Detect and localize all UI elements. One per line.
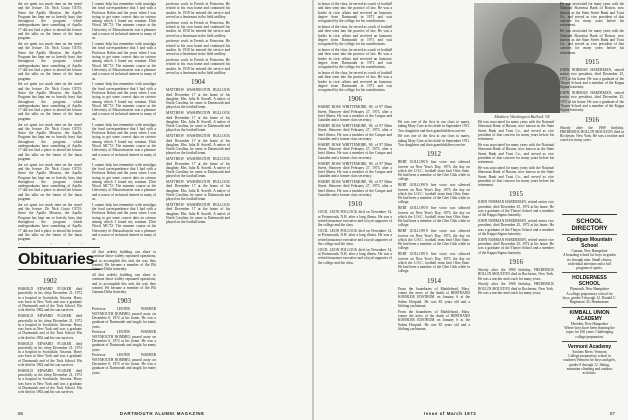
obituary-text: MATTHEW WASHINGTON BULLOCK died December 17 at the home of his daughter, Mrs. Julia R. Sowell. A native of North Carolina, he came to Dartmouth and played on the football team. — [166, 88, 230, 110]
article-text: professor work in French at Princeton. He retired to his own home and continued his studies. In 1918 he entered the service and served as a lieutenant in the field artillery. — [166, 2, 230, 19]
obituary-text: Shortly after the 1969 birthday, FREDERICK ROLLIN MOULTON died in Rochester, New York. He was a teacher and coach for many years. — [478, 282, 554, 295]
class-year-heading: 1902 — [43, 277, 57, 285]
obituary-text: HAROLD EDWARD FLUKER died peacefully in his sleep December 21, 1972 in a hospital in Scottsdale, Arizona. Harry was born in New York and was a graduate of Dartmouth and of the Tuck School. His wife died in 1962 and his son survives. — [18, 287, 82, 313]
obituary-text: MATTHEW WASHINGTON BULLOCK died December 17 at the home of his daughter, Mrs. Julia R. Sowell. A native of North Carolina, he came to Dartmouth and played on the football team. — [166, 180, 230, 202]
left-page — [0, 0, 312, 420]
article-text: I cannot help but remember with nostalgia the fond correspondence that I had with a Professor Robin and the years when I was trying to get some correct data on science among which I found my seminar. Dick Wood, MC'72: The summer course at the University of Massachusetts was a pleasure and a source of technical interest to many of us. — [92, 2, 156, 41]
article-text: in honor of the class, he served as coach of football and then went into the practice of law. He was a leader in civic affairs and received an honorary degree from Dartmouth in 1971 and was recognized by the college for his contributions. — [318, 2, 392, 24]
obituary-text: JOHN NORMAN HARDEMAN, retired senior vice president, died December 25, 1972 at his home. He was a graduate of the Thayer School and a member of the Kappa Sigma fraternity. — [478, 219, 554, 237]
article-text: He was associated for many years with the National Shawmut Bank of Boston, now known as the State Street Bank and Trust Co., and served as vice president of that concern for many years before his retirement. — [560, 2, 624, 28]
school-location: Plymouth, New Hampshire — [569, 287, 610, 292]
obituary-text: JOHN NORMAN HARDEMAN, retired senior vice president, died December 25, 1972 at his home. He was a graduate of the Thayer School and a member of the Kappa Sigma fraternity. — [478, 237, 554, 255]
obituary-text: MATTHEW WASHINGTON BULLOCK died December 17 at the home of his daughter, Mrs. Julia R. Sowell. A native of North Carolina, he came to Dartmouth and played on the football team. — [166, 134, 230, 156]
obituary-text: HAROLD EDWARD FLUKER died peacefully in his sleep December 21, 1972 in a hospital in Scottsdale, Arizona. Harry was born in New York and was a graduate of Dartmouth and of the Tuck School. His wife died in 1962 and his son survives. — [18, 341, 82, 368]
obituary-text: HARRY ROSS WHITTEMORE, 90, of 97 Main Street, Hanover died February 27, 1973, after a brief illness. He was a member of the Casque and Gauntlet and a former class secretary. — [318, 142, 392, 160]
right-column-2 — [398, 2, 470, 408]
directory-entry[interactable] — [562, 307, 617, 341]
class-year-heading: 1915 — [585, 58, 599, 67]
school-description: A college preparatory school for boys, grades 9 through 12. Donald C. Hagerman '45, Headmaster. — [562, 291, 617, 305]
school-location: Canaan, New Hampshire — [571, 249, 608, 253]
article-text: the we spent too much time on the travel and the lecture. Dr. Nick Couto CE'55: Since the Apollo Mission, the Apollo Program has kept me so heavily busy that throughout the program which undergraduates have something of Apollo 17 did not find a place to attend the lecture and the talks on the future of the lunar program. — [18, 162, 82, 202]
obituary-text: HARRY ROSS WHITTEMORE, 90, of 97 Main Street, Hanover died February 27, 1973, after a brief illness. He was a member of the Casque and Gauntlet and a former class secretary. — [318, 161, 392, 179]
article-text: the we spent too much time on the travel and the lecture. Dr. Nick Couto CE'55: Since the Apollo Mission, the Apollo Program has kept me so heavily busy that throughout the program which undergraduates have something of Apollo 17 did not find a place to attend the lecture and the talks on the future of the lunar program. — [18, 122, 82, 161]
directory-entry[interactable] — [562, 272, 617, 306]
photo-caption: Matthew Washington Bullock '04 — [494, 114, 550, 119]
article-text: I cannot help but remember with nostalgia the fond correspondence that I had with a Professor Robin and the years when I was trying to get some correct data on science among which I found my seminar. Dick Wood, MC'72: The summer course at the University of Massachusetts was a pleasure and a source of technical interest to many of us. — [92, 202, 156, 242]
article-text: in honor of the class, he served as coach of football and then went into the practice of law. He was a leader in civic affairs and received an honorary degree from Dartmouth in 1971 and was recognized by the college for his contributions. — [318, 70, 392, 93]
class-year-heading: 1912 — [427, 150, 441, 159]
obituary-text: Shortly after the 1969 birthday, FREDERICK ROLLIN MOULTON died in Rochester, New York. He was a teacher and coach for many years. — [478, 268, 554, 281]
obituaries-rule-top — [18, 247, 100, 248]
left-column-1 — [18, 2, 82, 244]
obituary-text: BERT GOLLOW'S fine voice was silenced forever on New Year's Day, 1973, the day on which the U.S.C. football team beat Ohio State. He had been a member of the Glee Club while in college. — [398, 206, 470, 228]
article-text: He was associated for many years with the National Shawmut Bank of Boston, now known as the State Street Bank and Trust Co., and served as vice president of that concern for many years before his retirement. — [478, 120, 554, 142]
article-text: the we spent too much time on the travel and the lecture. Dr. Nick Couto CE'55: Since the Apollo Mission, the Apollo Program has kept me so heavily busy that throughout the program which undergraduates have something of Apollo 17 did not find a place to attend the lecture and the talks on the future of the lunar program. — [18, 42, 82, 81]
obituary-text: Professor LESTER WARNER WEYMOUTH ROMMEL passed away on December 6, 1972 at his home. He was a graduate of Dartmouth and taught for many years. — [92, 307, 156, 329]
article-text — [18, 243, 82, 244]
obituary-text: all that orderly building can share to continue those widely separated operations, and to accomplish this task the way they wanted. He became a member of the Phi Gamma Delta fraternity. — [92, 250, 156, 272]
obituary-text: BERT GOLLOW'S fine voice was silenced forever on New Year's Day, 1973, the day on which the U.S.C. football team beat Ohio State. He had been a member of the Glee Club while in college. — [398, 183, 470, 205]
article-text: the we spent too much time on the travel and the lecture. Dr. Nick Couto CE'55: Since the Apollo Mission, the Apollo Program has kept me so heavily busy that throughout the program which undergraduates have something of Apollo 17 did not find a place to attend the lecture and the talks on the future of the lunar program. — [18, 2, 82, 41]
school-name: HOLDERNESS SCHOOL — [572, 275, 607, 288]
class-year-heading: 1910 — [348, 200, 362, 209]
obituary-text: CECIL LEON POLLOCK died on November 14, at Portsmouth, N.H. after a long illness. He was a retired insurance executive and a loyal supporter of the college and the class. — [318, 210, 392, 228]
right-column-3 — [478, 2, 554, 408]
obituary-text: JOHN NORMAN HARDEMAN, retired senior vice president, died December 25, 1972 at his home. He was a graduate of the Thayer School and a member of the Kappa Sigma fraternity. — [560, 91, 624, 113]
article-text: He was associated for many years with the National Shawmut Bank of Boston, now known as the State Street Bank and Trust Co., and served as vice president of that concern for many years before his retirement. — [478, 142, 554, 165]
class-year-heading: 1916 — [509, 258, 523, 267]
obituary-text: HARRY ROSS WHITTEMORE, 90, of 97 Main Street, Hanover died February 27, 1973, after a brief illness. He was a member of the Casque and Gauntlet and a former class secretary. — [318, 180, 392, 198]
school-location: Meriden, New Hampshire — [570, 321, 609, 326]
obituary-text: MATTHEW WASHINGTON BULLOCK died December 17 at the home of his daughter, Mrs. Julia R. Sowell. A native of North Carolina, he came to Dartmouth and played on the football team. — [166, 157, 230, 179]
article-text: the we spent too much time on the travel and the lecture. Dr. Nick Couto CE'55: Since the Apollo Mission, the Apollo Program has kept me so heavily busy that throughout the program which undergraduates have something of Apollo 17 did not find a place to attend the lecture and the talks on the future of the lunar program. — [18, 202, 82, 242]
class-year-heading: 1915 — [509, 190, 523, 199]
right-column-4 — [560, 2, 624, 208]
school-name: Cardigan Mountain School — [566, 237, 613, 249]
school-directory — [562, 214, 617, 413]
article-text: I cannot help but remember with nostalgia the fond correspondence that I had with a Professor Robin and the years when I was trying to get some correct data on science among which I found my seminar. Dick Wood, MC'72: The summer course at the University of Massachusetts was a pleasure and a source of technical interest to many of us. — [92, 82, 156, 121]
school-name: Vermont Academy — [567, 343, 612, 350]
obituary-text: MATTHEW WASHINGTON BULLOCK died December 17 at the home of his daughter, Mrs. Julia R. Sowell. A native of North Carolina, he came to Dartmouth and played on the football team. — [166, 111, 230, 133]
obituary-text: Professor LESTER WARNER WEYMOUTH ROMMEL passed away on December 6, 1972 at his home. He was a graduate of Dartmouth and taught for many years. — [92, 353, 156, 375]
school-location: Saxtons River, Vermont — [572, 349, 607, 354]
article-text: He was one of the first in our class to marry, taking Mary Case as his bride in September 1911. Two daughters and their grandchildren survive. — [398, 134, 470, 147]
obituary-text: Shortly after the 1969 birthday, FREDERICK ROLLIN MOULTON died in Rochester, New York. He was a teacher and coach for many years. — [560, 125, 624, 143]
directory-entry[interactable] — [562, 234, 617, 272]
left-column-3 — [166, 2, 230, 408]
class-year-heading: 1914 — [427, 276, 441, 285]
obituary-text: JOHN NORMAN HARDEMAN, retired senior vice president, died December 25, 1972 at his home. He was a graduate of the Thayer School and a member of the Kappa Sigma fraternity. — [478, 200, 554, 218]
article-text: He was associated for many years with the National Shawmut Bank of Boston, now known as the State Street Bank and Trust Co., and served as vice president of that concern for many years before his retirement. — [478, 165, 554, 188]
page-number-right: 87 — [610, 411, 616, 416]
article-text: I cannot help but remember with nostalgia the fond correspondence that I had with a Professor Robin and the years when I was trying to get some correct data on science among which I found my seminar. Dick Wood, MC'72: The summer course at the University of Massachusetts was a pleasure and a source of technical interest to many of us. — [92, 122, 156, 161]
obituaries-heading: Obituaries — [18, 251, 95, 268]
obituary-text: MATTHEW WASHINGTON BULLOCK died December 17 at the home of his daughter, Mrs. Julia R. Sowell. A native of North Carolina, he came to Dartmouth and played on the football team. — [166, 203, 230, 225]
obituary-text: BERT GOLLOW'S fine voice was silenced forever on New Year's Day, 1973, the day on which the U.S.C. football team beat Ohio State. He had been a member of the Glee Club while in college. — [398, 160, 470, 182]
school-description: A boarding school for boys in grades six through nine. Small classes, individual attention and a full program of sports. — [562, 253, 617, 271]
article-text: in honor of the class, he served as coach of football and then went into the practice of law. He was a leader in civic affairs and received an honorary degree from Dartmouth in 1971 and was recognized by the college for his contributions. — [318, 47, 392, 70]
class-year-heading: 1904 — [191, 78, 205, 87]
obituary-text: From the boundaries of Marblehead, Mass. comes the news of the death of BERTRAND KOEHLER EDSTROM on January 6 at the Salem Hospital. He was 83 years old and a lifelong yachtsman. — [398, 286, 470, 308]
right-column-1 — [318, 2, 392, 408]
obituary-text: From the boundaries of Marblehead, Mass. comes the news of the death of BERTRAND KOEHLER EDSTROM on January 6 at the Salem Hospital. He was 83 years old and a lifelong yachtsman. — [398, 309, 470, 331]
page-number-left: 86 — [18, 411, 24, 416]
class-year-heading: 1906 — [348, 95, 362, 104]
obituary-text: HARRY ROSS WHITTEMORE, 90, of 97 Main Street, Hanover died February 27, 1973, after a brief illness. He was a member of the Casque and Gauntlet and a former class secretary. — [318, 124, 392, 142]
article-text: He was one of the first in our class to marry, taking Mary Case as his bride in September 1911. Two daughters and their grandchildren survive. — [398, 120, 470, 133]
class-year-heading: 1903 — [117, 297, 131, 306]
article-text: I cannot help but remember with nostalgia the fond correspondence that I had with a Professor Robin and the years when I was trying to get some correct data on science among which I found my seminar. Dick Wood, MC'72: The summer course at the University of Massachusetts was a pleasure and a source of technical interest to many of us. — [92, 162, 156, 202]
obituary-text: BERT GOLLOW'S fine voice was silenced forever on New Year's Day, 1973, the day on which the U.S.C. football team beat Ohio State. He had been a member of the Glee Club while in college. — [398, 229, 470, 251]
left-column-1-obits — [18, 274, 82, 408]
school-directory-title: SCHOOL DIRECTORY — [571, 218, 608, 232]
obituary-text: Professor LESTER WARNER WEYMOUTH ROMMEL passed away on December 6, 1972 at his home. He was a graduate of Dartmouth and taught for many years. — [92, 330, 156, 352]
article-text: He was associated for many years with the National Shawmut Bank of Boston, now known as the State Street Bank and Trust Co., and served as vice president of that concern for many years before his retirement. — [560, 29, 624, 55]
obituaries-rule-bottom — [18, 269, 100, 270]
obituary-text: BERT GOLLOW'S fine voice was silenced forever on New Year's Day, 1973, the day on which the U.S.C. football team beat Ohio State. He had been a member of the Glee Club while in college. — [398, 252, 470, 274]
class-year-heading: 1916 — [585, 115, 599, 124]
article-text: professor work in French at Princeton. He retired to his own home and continued his studies. In 1918 he entered the service and served as a lieutenant in the field artillery. — [166, 39, 230, 57]
obituary-text: HARRY ROSS WHITTEMORE, 90, of 97 Main Street, Hanover died February 27, 1973, after a brief illness. He was a member of the Casque and Gauntlet and a former class secretary. — [318, 105, 392, 123]
obituary-text: CECIL LEON POLLOCK died on November 14, at Portsmouth, N.H. after a long illness. He was a retired insurance executive and a loyal supporter of the college and the class. — [318, 247, 392, 265]
obituary-text: HAROLD EDWARD FLUKER died peacefully in his sleep December 21, 1972 in a hospital in Scottsdale, Arizona. Harry was born in New York and was a graduate of Dartmouth and of the Tuck School. His wife died in 1962 and his son survives. — [18, 314, 82, 340]
left-column-2-obits — [92, 250, 156, 408]
magazine-footer: DARTMOUTH ALUMNI MAGAZINE — [120, 411, 205, 416]
school-name: KIMBALL UNION ACADEMY — [569, 309, 610, 322]
right-page — [314, 0, 628, 420]
article-text: in honor of the class, he served as coach of football and then went into the practice of law. He was a leader in civic affairs and received an honorary degree from Dartmouth in 1971 and was recognized by the college for his contributions. — [318, 24, 392, 47]
obituary-text: HAROLD EDWARD FLUKER died peacefully in his sleep December 21, 1972 in a hospital in Scottsdale, Arizona. Harry was born in New York and was a graduate of Dartmouth and of the Tuck School. His wife died in 1962 and his son survives. — [18, 368, 82, 395]
article-text: I cannot help but remember with nostalgia the fond correspondence that I had with a Professor Robin and the years when I was trying to get some correct data on science among which I found my seminar. Dick Wood, MC'72: The summer course at the University of Massachusetts was a pleasure and a source of technical interest to many of us. — [92, 42, 156, 81]
school-description: College preparatory school in southern Vermont for boys and girls, grades 9 through 12. Skiing, mountain climbing and outdoor activities. — [563, 354, 616, 376]
article-text: professor work in French at Princeton. He retired to his own home and continued his studies. In 1918 he entered the service and served as a lieutenant in the field artillery. — [166, 20, 230, 38]
article-text: professor work in French at Princeton. He retired to his own home and continued his studies. In 1918 he entered the service and served as a lieutenant in the field artillery. — [166, 58, 230, 75]
obituary-text: all that orderly building can share to continue those widely separated operations, and to accomplish this task the way they wanted. He became a member of the Phi Gamma Delta fraternity. — [92, 272, 156, 295]
article-text: the we spent too much time on the travel and the lecture. Dr. Nick Couto CE'55: Since the Apollo Mission, the Apollo Program has kept me so heavily busy that throughout the program which undergraduates have something of Apollo 17 did not find a place to attend the lecture and the talks on the future of the lunar program. — [18, 82, 82, 121]
issue-label: Issue of March 1973 — [424, 411, 477, 416]
school-description: Where boys have been learning the ropes for 160 years. Challenging college preparation. — [564, 325, 615, 339]
obituary-text: CECIL LEON POLLOCK died on November 14, at Portsmouth, N.H. after a long illness. He was a retired insurance executive and a loyal supporter of the college and the class. — [318, 229, 392, 246]
left-column-2 — [92, 2, 156, 242]
directory-entry[interactable] — [562, 341, 617, 378]
obituary-text: JOHN NORMAN HARDEMAN, retired senior vice president, died December 25, 1972 at his home. He was a graduate of the Thayer School and a member of the Kappa Sigma fraternity. — [560, 68, 624, 90]
